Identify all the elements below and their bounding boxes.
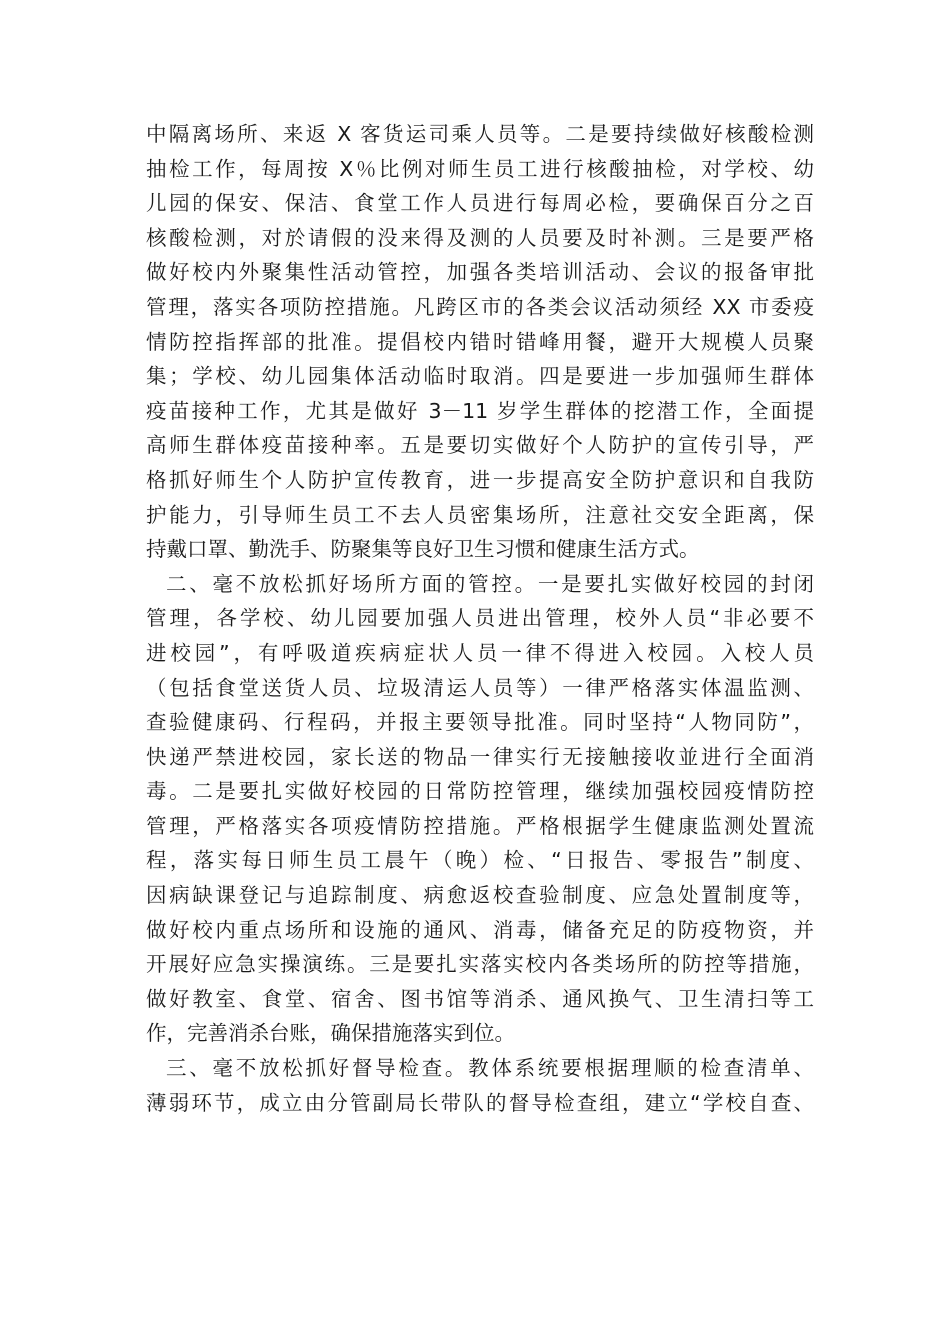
text-line: 核酸检测，对於请假的没来得及测的人员要及时补测。三是要严格	[146, 225, 814, 250]
text-line: 开展好应急实操演练。三是要扎实落实校内各类场所的防控等措施，	[146, 952, 814, 977]
text-line: 集；学校、幼儿园集体活动临时取消。四是要进一步加强师生群体	[146, 364, 814, 389]
text-line: 高师生群体疫苗接种率。五是要切实做好个人防护的宣传引导，严	[146, 433, 814, 458]
text-line: （包括食堂送货人员、垃圾清运人员等）一律严格落实体温监测、	[146, 675, 814, 700]
text-line: 抽检工作，每周按 X％比例对师生员工进行核酸抽检，对学校、幼	[146, 156, 814, 181]
text-line: 中隔离场所、来返 X 客货运司乘人员等。二是要持续做好核酸检测	[146, 122, 814, 146]
text-line: 做好教室、食堂、宿舍、图书馆等消杀、通风换气、卫生清扫等工	[146, 986, 814, 1011]
text-line: 查验健康码、行程码，并报主要领导批准。同时坚持“人物同防”，	[146, 710, 814, 735]
text-line: 疫苗接种工作，尤其是做好 3－11 岁学生群体的挖潜工作，全面提	[146, 398, 814, 423]
document-body-text	[146, 117, 814, 1120]
text-line: 毒。二是要扎实做好校园的日常防控管理，继续加强校园疫情防控	[146, 779, 814, 804]
text-line: 护能力，引导师生员工不去人员密集场所，注意社交安全距离，保	[146, 502, 814, 527]
text-line: 管理，各学校、幼儿园要加强人员进出管理，校外人员“非必要不	[146, 606, 814, 631]
text-line: 管理，落实各项防控措施。凡跨区市的各类会议活动须经 XX 市委疫	[146, 294, 814, 319]
text-line: 快递严禁进校园，家长送的物品一律实行无接触接收並进行全面消	[146, 744, 814, 769]
text-line: 薄弱环节，成立由分管副局长带队的督导检查组，建立“学校自查、	[146, 1090, 814, 1115]
paragraph-first-line: 二、毫不放松抓好场所方面的管控。一是要扎实做好校园的封闭	[166, 571, 814, 596]
text-line: 作，完善消杀台账，确保措施落实到位。	[146, 1021, 515, 1046]
paragraph-first-line: 三、毫不放松抓好督导检查。教体系统要根据理顺的检查清单、	[166, 1056, 814, 1081]
text-line: 情防控指挥部的批准。提倡校内错时错峰用餐，避开大规模人员聚	[146, 329, 814, 354]
text-line: 做好校内外聚集性活动管控，加强各类培训活动、会议的报备审批	[146, 260, 814, 285]
text-line: 因病缺课登记与追踪制度、病愈返校查验制度、应急处置制度等，	[146, 883, 814, 908]
text-line: 格抓好师生个人防护宣传教育，进一步提高安全防护意识和自我防	[146, 467, 814, 492]
text-line: 做好校内重点场所和设施的通风、消毒，储备充足的防疫物资，并	[146, 917, 814, 942]
text-line: 管理，严格落实各项疫情防控措施。严格根据学生健康监测处置流	[146, 813, 814, 838]
text-line: 儿园的保安、保洁、食堂工作人员进行每周必检，要确保百分之百	[146, 191, 814, 216]
text-line: 持戴口罩、勤洗手、防聚集等良好卫生习惯和健康生活方式。	[146, 537, 700, 562]
text-line: 进校园”，有呼吸道疾病症状人员一律不得进入校园。入校人员	[146, 640, 814, 665]
text-line: 程，落实每日师生员工晨午（晚）检、“日报告、零报告”制度、	[146, 848, 814, 873]
